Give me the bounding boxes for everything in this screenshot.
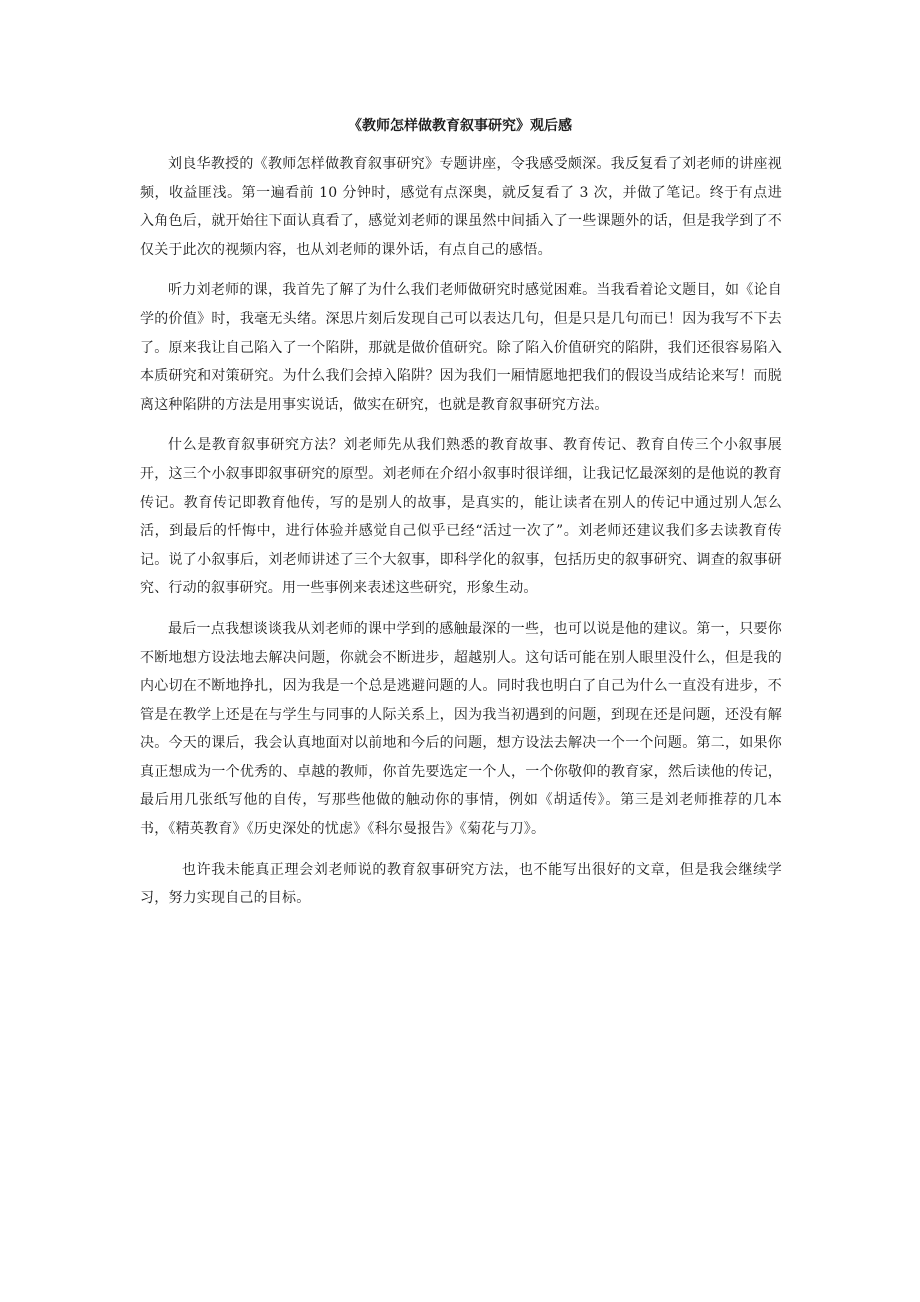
paragraph-4: 最后一点我想谈谈我从刘老师的课中学到的感触最深的一些，也可以说是他的建议。第一，只要你不断地想方设法地去解决问题，你就会不断进步，超越别人。这句话可能在别人眼里没什么，但是我的内心切在不断地挣扎，因为我是一个总是逃避问题的人。同时我也明白了自己为什么一直没有进步，不管是在教学上还是在与学生与同事的人际关系上，因为我当初遇到的问题，到现在还是问题，还没有解决。今天的课后，我会认真地面对以前地和今后的问题，想方设法去解决一个一个问题。第二，如果你真正想成为一个优秀的、卓越的教师，你首先要选定一个人，一个你敬仰的教育家，然后读他的传记，最后用几张纸写他的自传，写那些他做的触动你的事情，例如《胡适传》。第三是刘老师推荐的几本书，《精英教育》《历史深处的忧虑》《科尔曼报告》《菊花与刀》。 [140, 620, 782, 838]
document-body [140, 150, 782, 925]
paragraph-2: 听力刘老师的课，我首先了解了为什么我们老师做研究时感觉困难。当我看着论文题目，如《论自学的价值》时，我毫无头绪。深思片刻后发现自己可以表达几句，但是只是几句而已！因为我写不下去了。原来我让自己陷入了一个陷阱，那就是做价值研究。除了陷入价值研究的陷阱，我们还很容易陷入本质研究和对策研究。为什么我们会掉入陷阱？因为我们一厢情愿地把我们的假设当成结论来写！而脱离这种陷阱的方法是用事实说话，做实在研究，也就是教育叙事研究方法。 [140, 282, 782, 413]
paragraph-3: 什么是教育叙事研究方法？刘老师先从我们熟悉的教育故事、教育传记、教育自传三个小叙事展开，这三个小叙事即叙事研究的原型。刘老师在介绍小叙事时很详细，让我记忆最深刻的是他说的教育传记。教育传记即教育他传，写的是别人的故事，是真实的，能让读者在别人的传记中通过别人怎么活，到最后的忏悔中，进行体验并感觉自己似乎已经“活过一次了”。刘老师还建议我们多去读教育传记。说了小叙事后，刘老师讲述了三个大叙事，即科学化的叙事，包括历史的叙事研究、调查的叙事研究、行动的叙事研究。用一些事例来表述这些研究，形象生动。 [140, 437, 782, 597]
paragraph-1: 刘良华教授的《教师怎样做教育叙事研究》专题讲座，令我感受颇深。我反复看了刘老师的讲座视频，收益匪浅。第一遍看前 10 分钟时，感觉有点深奥，就反复看了 3 次，并做了笔记。终于有点进入角色后，就开始往下面认真看了，感觉刘老师的课虽然中间插入了一些课题外的话，但是我学到了不仅关于此次的视频内容，也从刘老师的课外话，有点自己的感悟。 [140, 156, 782, 258]
document-title: 《教师怎样做教育叙事研究》观后感 [348, 118, 572, 134]
paragraph-5: 也许我未能真正理会刘老师说的教育叙事研究方法，也不能写出很好的文章，但是我会继续学习，努力实现自己的目标。 [140, 861, 782, 907]
